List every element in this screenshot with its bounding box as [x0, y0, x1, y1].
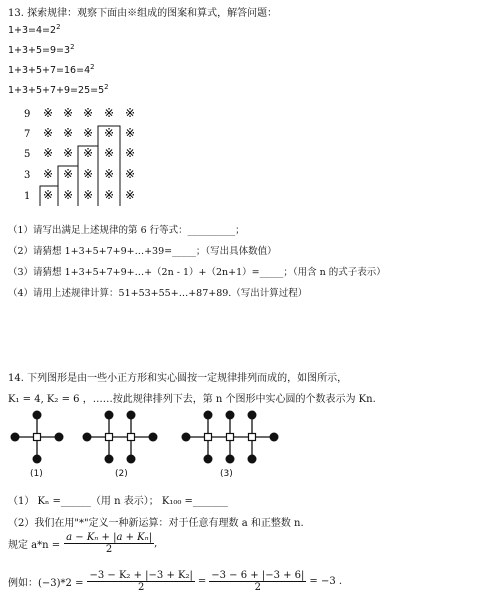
grid-symbol: ※: [124, 106, 136, 120]
row-labels: [24, 109, 30, 202]
row-label: 1: [24, 191, 31, 202]
rule-suffix: ,: [154, 538, 158, 549]
q14-line-2: K₁ = 4, K₂ = 6 ，……按此规律排列下去，第 n 个图形中实心圆的个数表示为 Kn.: [8, 394, 376, 405]
small-square: [227, 434, 234, 441]
grid-symbol: ※: [103, 188, 115, 202]
grid-symbol: ※: [124, 146, 136, 160]
row-label: 9: [24, 109, 31, 120]
solid-dot: [105, 455, 114, 464]
exponent: 2: [56, 22, 61, 31]
solid-dot: [226, 455, 235, 464]
grid-symbol: ※: [82, 188, 94, 202]
solid-dot: [248, 411, 257, 420]
figure-2-label: (2): [115, 469, 128, 479]
small-square: [205, 434, 212, 441]
solid-dot: [83, 433, 92, 442]
equation-text: 1+3=4=2: [8, 25, 57, 36]
row-label: 3: [24, 170, 31, 181]
grid-symbol: ※: [62, 106, 74, 120]
solid-dot: [33, 455, 42, 464]
solid-dot: [149, 433, 158, 442]
solid-dot: [127, 411, 136, 420]
example-denominator-2: 2: [254, 582, 262, 593]
pattern-figure: [18, 104, 148, 208]
grid-symbol: ※: [62, 146, 74, 160]
solid-dot: [11, 433, 20, 442]
small-square: [128, 434, 135, 441]
q14-example: [8, 570, 342, 593]
grid-symbol: ※: [82, 146, 94, 160]
q13-part-4: （4）请用上述规律计算：51+53+55+…+87+89.（写出计算过程）: [8, 288, 308, 299]
example-denominator-1: 2: [137, 582, 145, 593]
q13-title: 13. 探索规律：观察下面由※组成的图案和算式，解答问题：: [8, 8, 278, 19]
example-fraction-2: [209, 570, 306, 593]
solid-dot: [226, 411, 235, 420]
grid-symbol: ※: [42, 146, 54, 160]
q13-equation-2: [8, 42, 75, 56]
example-equals: =: [197, 576, 207, 587]
rule-prefix: 规定 a*n =: [8, 540, 61, 551]
grid-symbol: ※: [124, 188, 136, 202]
solid-dot: [33, 411, 42, 420]
grid-symbol: ※: [42, 188, 54, 202]
solid-dot: [204, 455, 213, 464]
small-square: [34, 434, 41, 441]
q14-part-1: （1） Kₙ =______（用 n 表示）； K₁₀₀ =_______: [8, 496, 228, 507]
q13-part-2: （2）请猜想 1+3+5+7+9+…+39=_____；（写出具体数值）: [8, 246, 277, 257]
example-suffix: = −3 .: [309, 576, 343, 587]
q14-part-2: （2）我们在用"*"定义一种新运算：对于任意有理数 a 和正整数 n.: [8, 518, 304, 529]
figure-1: [11, 411, 64, 464]
row-label: 7: [24, 129, 31, 140]
grid-symbol: ※: [124, 126, 136, 140]
grid-symbol: ※: [62, 126, 74, 140]
solid-dot: [105, 411, 114, 420]
grid-symbol: ※: [82, 167, 94, 181]
row-label: 5: [24, 149, 31, 160]
grid-symbol: ※: [42, 167, 54, 181]
rule-denominator: 2: [105, 544, 113, 555]
rule-fraction: [64, 532, 154, 555]
q13-equation-1: [8, 22, 61, 36]
solid-dot: [127, 455, 136, 464]
exponent: 2: [70, 42, 75, 51]
grid-symbol: ※: [103, 126, 115, 140]
small-square: [106, 434, 113, 441]
grid-symbol: ※: [62, 167, 74, 181]
grid-symbol: ※: [82, 126, 94, 140]
grid-symbol: ※: [103, 106, 115, 120]
q13-equation-4: [8, 82, 109, 96]
small-square: [249, 434, 256, 441]
solid-dot: [182, 433, 191, 442]
figure-1-label: (1): [30, 469, 43, 479]
q13-part-1: （1）请写出满足上述规律的第 6 行等式：__________；: [8, 225, 245, 236]
solid-dot: [55, 433, 64, 442]
symbol-grid: [43, 106, 135, 202]
figure-3-label: (3): [220, 469, 233, 479]
solid-dot: [270, 433, 279, 442]
q13-part-3: （3）请猜想 1+3+5+7+9+…+（2n - 1）+（2n+1）=_____；（用含 n 的式子表示）: [8, 267, 386, 278]
grid-symbol: ※: [103, 167, 115, 181]
grid-symbol: ※: [124, 167, 136, 181]
grid-symbol: ※: [82, 106, 94, 120]
q13-equation-3: [8, 62, 95, 76]
solid-dot: [204, 411, 213, 420]
q14-title: 14. 下列图形是由一些小正方形和实心圆按一定规律排列而成的，如图所示，: [8, 373, 348, 384]
solid-dot: [248, 455, 257, 464]
grid-symbol: ※: [62, 188, 74, 202]
exponent: 2: [90, 62, 95, 71]
exponent: 2: [104, 82, 109, 91]
equation-text: 1+3+5+7+9=25=5: [8, 85, 105, 96]
figure-2: [83, 411, 158, 464]
equation-text: 1+3+5=9=3: [8, 45, 71, 56]
grid-symbol: ※: [42, 126, 54, 140]
rule-numerator: a − Kₙ + |a + Kₙ|: [66, 532, 153, 543]
figure-3: [182, 411, 279, 464]
example-prefix: 例如：(−3)*2 =: [8, 578, 84, 589]
q14-rule: [8, 532, 157, 555]
equation-text: 1+3+5+7=16=4: [8, 65, 91, 76]
grid-symbol: ※: [103, 146, 115, 160]
grid-symbol: ※: [42, 106, 54, 120]
example-fraction-1: [87, 570, 194, 593]
example-numerator-2: −3 − 6 + |−3 + 6|: [211, 570, 305, 581]
q14-figures: [0, 406, 300, 486]
example-numerator-1: −3 − K₂ + |−3 + K₂|: [89, 570, 193, 581]
